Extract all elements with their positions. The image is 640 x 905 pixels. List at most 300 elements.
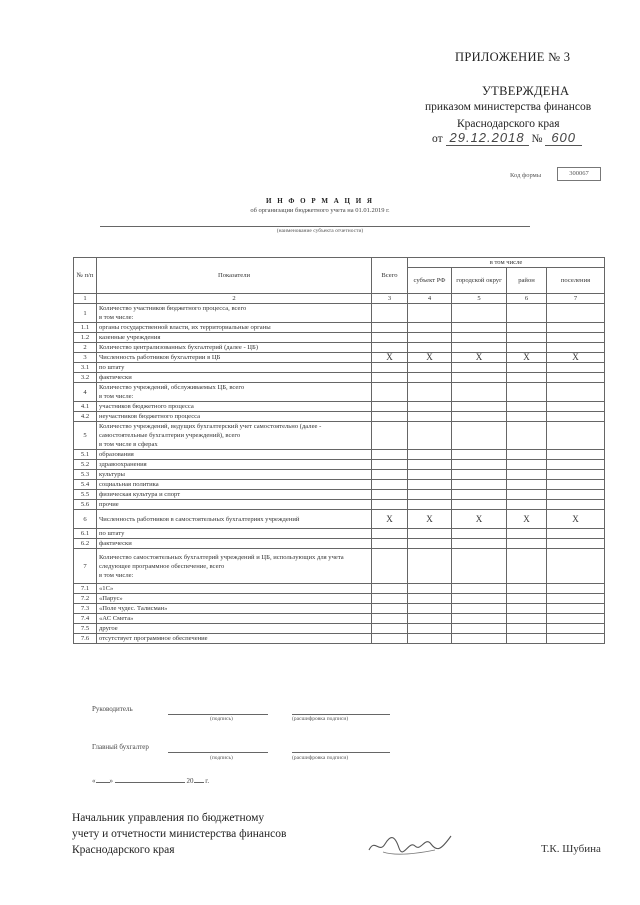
col-header-settlement: поселения [547, 268, 605, 294]
row-indicator [97, 470, 372, 480]
row-indicator [97, 490, 372, 500]
value-cell [408, 343, 452, 353]
row-indicator [97, 304, 372, 323]
doc-title: И Н Ф О Р М А Ц И Я [266, 197, 374, 205]
row-number: 1 [74, 304, 97, 323]
row-indicator-text: здравоохранения [99, 461, 147, 468]
info-table [73, 257, 605, 644]
row-indicator-text: Количество самостоятельных бухгалтерий учреждений и ЦБ, использующих для учета следующее программное обеспечение, всего [99, 553, 344, 570]
value-cell [408, 549, 452, 584]
col-number-row [74, 294, 605, 304]
value-cell [547, 529, 605, 539]
subject-caption: (наименование субъекта отчетности) [276, 228, 364, 234]
value-cell [507, 304, 547, 323]
row-indicator-text: Количество учреждений, обслуживаемых ЦБ, всего [99, 384, 245, 391]
footer-line-3: Краснодарского края [72, 844, 175, 856]
value-cell [452, 529, 507, 539]
col-header-city: городской округ [452, 268, 507, 294]
x-mark-cell: X [408, 353, 452, 363]
table-row [74, 510, 605, 529]
value-cell [547, 363, 605, 373]
row-indicator [97, 584, 372, 594]
x-mark-cell: X [452, 510, 507, 529]
value-cell [372, 304, 408, 323]
value-cell [372, 490, 408, 500]
row-indicator-sub: в том числе: [99, 571, 134, 579]
row-indicator-text: участников бюджетного процесса [99, 403, 194, 410]
value-cell [408, 402, 452, 412]
value-cell [507, 480, 547, 490]
row-number: 3 [74, 353, 97, 363]
row-number: 6.1 [74, 529, 97, 539]
col-header-indicator: Показатели [97, 258, 372, 294]
row-indicator [97, 373, 372, 383]
row-number: 6 [74, 510, 97, 529]
order-number: 600 [545, 130, 582, 146]
value-cell [408, 422, 452, 450]
form-code-box: 300067 [557, 167, 601, 181]
value-cell [452, 584, 507, 594]
approved-label: УТВЕРЖДЕНА [482, 84, 570, 98]
row-indicator [97, 422, 372, 450]
table-row [74, 594, 605, 604]
value-cell [372, 450, 408, 460]
x-mark-cell: X [547, 353, 605, 363]
value-cell [452, 450, 507, 460]
value-cell [547, 343, 605, 353]
order-line-2: Краснодарского края [457, 118, 560, 130]
table-row [74, 353, 605, 363]
row-number: 1.1 [74, 323, 97, 333]
value-cell [372, 422, 408, 450]
value-cell [452, 594, 507, 604]
value-cell [452, 614, 507, 624]
value-cell [507, 373, 547, 383]
x-mark-cell: X [547, 510, 605, 529]
row-indicator-text: неучастников бюджетного процесса [99, 413, 201, 420]
row-indicator-text: социальная политика [99, 481, 159, 488]
value-cell [452, 460, 507, 470]
value-cell [372, 412, 408, 422]
value-cell [507, 412, 547, 422]
table-row [74, 624, 605, 634]
x-mark-cell: X [507, 353, 547, 363]
row-indicator-text: «Поле чудес. Талисман» [99, 605, 168, 612]
value-cell [547, 402, 605, 412]
value-cell [547, 304, 605, 323]
row-indicator-text: «Парус» [99, 595, 123, 602]
row-indicator [97, 402, 372, 412]
value-cell [452, 549, 507, 584]
value-cell [372, 333, 408, 343]
value-cell [547, 422, 605, 450]
head-sign-caption: (подпись) [210, 716, 233, 722]
row-number: 3.1 [74, 363, 97, 373]
footer-line-2: учету и отчетности министерства финансов [72, 828, 287, 840]
table-row [74, 363, 605, 373]
value-cell [452, 634, 507, 644]
value-cell [547, 634, 605, 644]
value-cell [507, 490, 547, 500]
value-cell [452, 604, 507, 614]
value-cell [547, 470, 605, 480]
value-cell [507, 343, 547, 353]
row-number: 6.2 [74, 539, 97, 549]
row-number: 5.6 [74, 500, 97, 510]
doc-subtitle: об организации бюджетного учета на 01.01.2019 г. [250, 207, 390, 214]
head-sign-line [168, 713, 268, 715]
row-indicator [97, 353, 372, 363]
value-cell [372, 363, 408, 373]
row-indicator-text: органы государственной власти, их территориальные органы [99, 324, 271, 331]
value-cell [547, 594, 605, 604]
value-cell [452, 500, 507, 510]
chief-accountant-label: Главный бухгалтер [92, 743, 149, 751]
value-cell [452, 539, 507, 549]
value-cell [452, 323, 507, 333]
head-decoding-caption: (расшифровка подписи) [292, 716, 349, 722]
value-cell [507, 383, 547, 402]
value-cell [507, 634, 547, 644]
row-indicator [97, 614, 372, 624]
x-mark-cell: X [507, 510, 547, 529]
value-cell [372, 594, 408, 604]
value-cell [408, 333, 452, 343]
value-cell [408, 624, 452, 634]
footer-name: Т.К. Шубина [541, 843, 601, 855]
x-mark-cell: X [372, 510, 408, 529]
row-indicator-text: прочие [99, 501, 119, 508]
row-indicator-sub: в том числе в сферах [99, 441, 158, 448]
row-indicator [97, 450, 372, 460]
row-indicator-text: Количество учреждений, ведущих бухгалтерский учет самостоятельно (далее - самостоятельные бухгалтерии учреждений), всего [99, 423, 322, 439]
value-cell [547, 490, 605, 500]
value-cell [408, 470, 452, 480]
value-cell [507, 624, 547, 634]
row-indicator [97, 333, 372, 343]
table-row [74, 470, 605, 480]
row-number: 1.2 [74, 333, 97, 343]
table-row [74, 412, 605, 422]
value-cell [507, 584, 547, 594]
row-number: 7.1 [74, 584, 97, 594]
value-cell [372, 323, 408, 333]
order-date: 29.12.2018 [446, 130, 529, 146]
row-indicator [97, 363, 372, 373]
value-cell [408, 490, 452, 500]
row-indicator [97, 510, 372, 529]
handwritten-signature [365, 830, 455, 860]
date-year-suffix: г. [205, 777, 210, 785]
value-cell [547, 373, 605, 383]
value-cell [452, 383, 507, 402]
value-cell [547, 624, 605, 634]
row-indicator [97, 343, 372, 353]
value-cell [547, 333, 605, 343]
row-number: 5.1 [74, 450, 97, 460]
table-row [74, 373, 605, 383]
head-decoding-line [292, 713, 390, 715]
value-cell [372, 460, 408, 470]
value-cell [507, 549, 547, 584]
value-cell [547, 450, 605, 460]
value-cell [507, 500, 547, 510]
chief-decoding-caption: (расшифровка подписи) [292, 755, 349, 761]
order-date-line [432, 130, 622, 145]
row-number: 5.2 [74, 460, 97, 470]
date-open-quote: « [92, 777, 96, 785]
col-header-total: Всего [372, 258, 408, 294]
table-row [74, 422, 605, 450]
value-cell [408, 604, 452, 614]
value-cell [408, 323, 452, 333]
row-number: 7.6 [74, 634, 97, 644]
chief-sign-line [168, 751, 268, 753]
row-indicator-text: другое [99, 625, 118, 632]
value-cell [507, 604, 547, 614]
value-cell [408, 529, 452, 539]
col-number: 3 [372, 294, 408, 304]
value-cell [408, 304, 452, 323]
row-indicator-text: «АС Смета» [99, 615, 134, 622]
col-header-district: район [507, 268, 547, 294]
row-number: 5.4 [74, 480, 97, 490]
row-indicator-text: Количество централизованных бухгалтерий (далее - ЦБ) [99, 344, 259, 351]
row-indicator [97, 323, 372, 333]
row-indicator-text: казенные учреждения [99, 334, 161, 341]
row-indicator-text: фактически [99, 540, 132, 547]
value-cell [372, 539, 408, 549]
value-cell [547, 383, 605, 402]
value-cell [507, 460, 547, 470]
value-cell [507, 333, 547, 343]
date-year-prefix: 20 [186, 777, 194, 785]
row-number: 4.2 [74, 412, 97, 422]
row-number: 2 [74, 343, 97, 353]
value-cell [547, 584, 605, 594]
row-number: 4.1 [74, 402, 97, 412]
table-row [74, 584, 605, 594]
order-line-1: приказом министерства финансов [425, 101, 592, 113]
table-row [74, 614, 605, 624]
col-header-num: № п/п [74, 258, 97, 294]
table-row [74, 634, 605, 644]
chief-sign-caption: (подпись) [210, 755, 233, 761]
value-cell [452, 422, 507, 450]
value-cell [547, 604, 605, 614]
value-cell [408, 383, 452, 402]
value-cell [507, 539, 547, 549]
value-cell [372, 584, 408, 594]
chief-decoding-line [292, 751, 390, 753]
row-indicator [97, 500, 372, 510]
row-number: 5.3 [74, 470, 97, 480]
table-row [74, 539, 605, 549]
row-indicator-sub: в том числе: [99, 314, 134, 321]
table-row [74, 529, 605, 539]
table-row [74, 450, 605, 460]
value-cell [408, 450, 452, 460]
value-cell [408, 460, 452, 470]
table-row [74, 460, 605, 470]
value-cell [547, 460, 605, 470]
value-cell [408, 363, 452, 373]
value-cell [372, 529, 408, 539]
value-cell [507, 402, 547, 412]
value-cell [452, 412, 507, 422]
row-indicator-text: «1С» [99, 585, 114, 592]
head-label: Руководитель [92, 705, 133, 713]
value-cell [372, 373, 408, 383]
value-cell [547, 614, 605, 624]
col-number: 6 [507, 294, 547, 304]
row-indicator-text: Численность работников бухгалтерии в ЦБ [99, 354, 221, 361]
appendix-label: ПРИЛОЖЕНИЕ № 3 [455, 50, 571, 64]
value-cell [408, 480, 452, 490]
value-cell [372, 343, 408, 353]
value-cell [507, 529, 547, 539]
value-cell [372, 500, 408, 510]
value-cell [507, 594, 547, 604]
value-cell [547, 500, 605, 510]
value-cell [452, 343, 507, 353]
table-row [74, 480, 605, 490]
row-indicator-text: Количество участников бюджетного процесса, всего [99, 305, 247, 312]
value-cell [452, 333, 507, 343]
x-mark-cell: X [372, 353, 408, 363]
value-cell [452, 480, 507, 490]
date-line [92, 777, 209, 785]
row-number: 7 [74, 549, 97, 584]
value-cell [452, 402, 507, 412]
value-cell [547, 323, 605, 333]
table-body [74, 304, 605, 644]
value-cell [452, 624, 507, 634]
row-number: 5.5 [74, 490, 97, 500]
order-no-prefix: № [531, 133, 543, 145]
footer-line-1: Начальник управления по бюджетному [72, 812, 265, 824]
col-number: 4 [408, 294, 452, 304]
row-indicator [97, 604, 372, 614]
value-cell [452, 373, 507, 383]
value-cell [372, 624, 408, 634]
table-row [74, 490, 605, 500]
value-cell [507, 422, 547, 450]
row-indicator-text: по штату [99, 364, 125, 371]
row-indicator-text: образования [99, 451, 134, 458]
row-indicator [97, 460, 372, 470]
col-header-subject: субъект РФ [408, 268, 452, 294]
row-number: 5 [74, 422, 97, 450]
value-cell [372, 614, 408, 624]
table-row [74, 549, 605, 584]
row-indicator-sub: в том числе: [99, 393, 134, 400]
row-number: 4 [74, 383, 97, 402]
row-indicator [97, 594, 372, 604]
row-indicator [97, 480, 372, 490]
value-cell [408, 373, 452, 383]
row-indicator [97, 383, 372, 402]
value-cell [372, 549, 408, 584]
col-number: 2 [97, 294, 372, 304]
value-cell [372, 604, 408, 614]
value-cell [452, 363, 507, 373]
value-cell [547, 549, 605, 584]
table-row [74, 383, 605, 402]
row-indicator-text: физическая культура и спорт [99, 491, 181, 498]
value-cell [452, 304, 507, 323]
value-cell [372, 480, 408, 490]
value-cell [547, 480, 605, 490]
table-row [74, 323, 605, 333]
row-number: 7.2 [74, 594, 97, 604]
value-cell [507, 450, 547, 460]
row-number: 3.2 [74, 373, 97, 383]
value-cell [547, 539, 605, 549]
value-cell [452, 470, 507, 480]
value-cell [372, 383, 408, 402]
row-indicator-text: отсутствует программное обеспечение [99, 635, 208, 642]
row-number: 7.4 [74, 614, 97, 624]
value-cell [408, 500, 452, 510]
value-cell [408, 594, 452, 604]
col-number: 5 [452, 294, 507, 304]
row-indicator [97, 539, 372, 549]
order-prefix: от [432, 133, 443, 145]
table-row [74, 604, 605, 614]
subject-line [100, 226, 530, 227]
table-row [74, 500, 605, 510]
value-cell [507, 323, 547, 333]
value-cell [408, 614, 452, 624]
row-indicator-text: фактически [99, 374, 132, 381]
table-row [74, 304, 605, 323]
row-indicator-text: Численность работников в самостоятельных бухгалтериях учреждений [99, 515, 300, 523]
value-cell [408, 539, 452, 549]
col-header-incl: в том числе [408, 258, 605, 268]
value-cell [507, 363, 547, 373]
value-cell [507, 470, 547, 480]
x-mark-cell: X [408, 510, 452, 529]
value-cell [547, 412, 605, 422]
row-indicator [97, 624, 372, 634]
table-row [74, 343, 605, 353]
value-cell [408, 634, 452, 644]
value-cell [372, 634, 408, 644]
value-cell [452, 490, 507, 500]
table-row [74, 333, 605, 343]
col-number: 7 [547, 294, 605, 304]
row-indicator [97, 549, 372, 584]
row-indicator [97, 529, 372, 539]
value-cell [408, 584, 452, 594]
row-number: 7.5 [74, 624, 97, 634]
table-row [74, 402, 605, 412]
col-number: 1 [74, 294, 97, 304]
row-indicator-text: культуры [99, 471, 125, 478]
value-cell [372, 470, 408, 480]
form-code-label: Код формы [510, 172, 542, 179]
x-mark-cell: X [452, 353, 507, 363]
row-indicator-text: по штату [99, 530, 125, 537]
row-indicator [97, 412, 372, 422]
row-number: 7.3 [74, 604, 97, 614]
value-cell [408, 412, 452, 422]
date-close-quote: » [109, 777, 113, 785]
row-indicator [97, 634, 372, 644]
value-cell [507, 614, 547, 624]
value-cell [372, 402, 408, 412]
